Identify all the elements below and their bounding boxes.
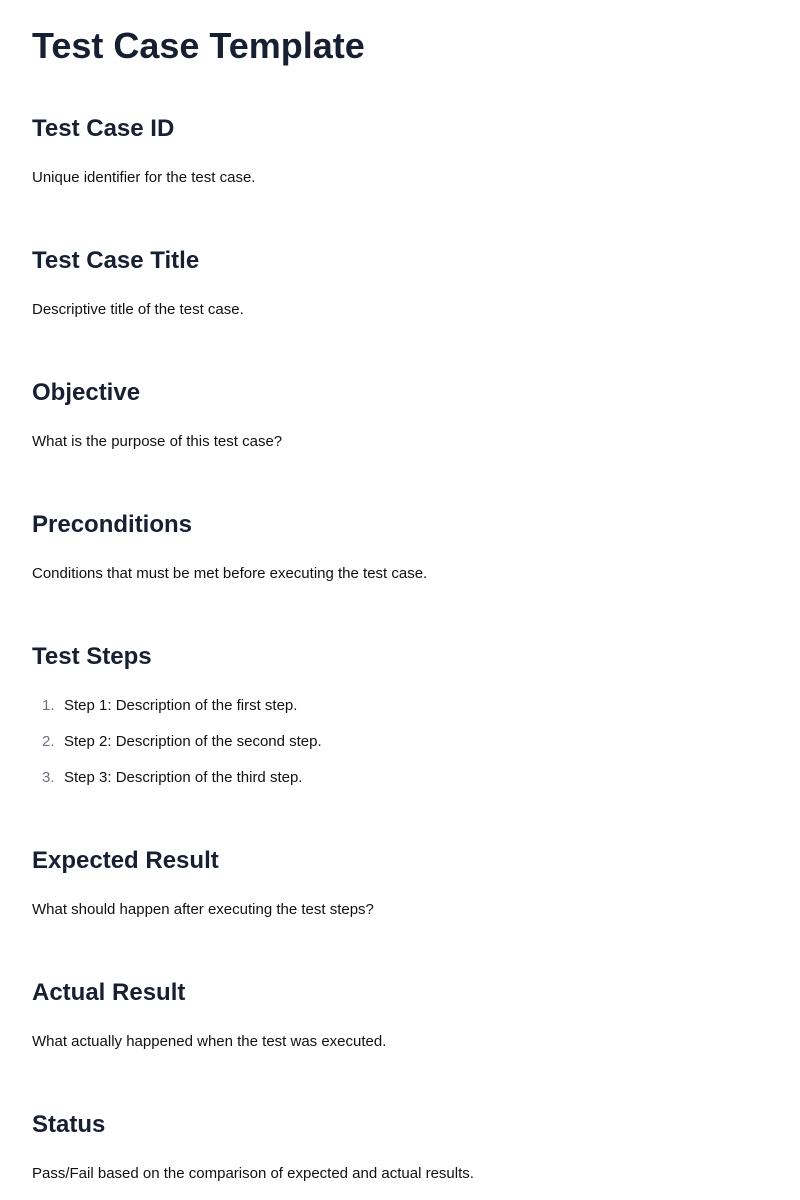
section-actual-result [32, 978, 768, 1052]
test-steps-list [32, 696, 768, 804]
section-test-case-id [32, 114, 768, 188]
section-heading: Actual Result [32, 979, 186, 1006]
section-text: Unique identifier for the test case. [32, 169, 256, 186]
step-number: 2. [42, 733, 55, 750]
step-number: 3. [42, 769, 55, 786]
section-heading: Status [32, 1111, 106, 1138]
section-text: Conditions that must be met before executing the test case. [32, 565, 428, 582]
section-text: What actually happened when the test was executed. [32, 1033, 387, 1050]
section-test-case-title [32, 246, 768, 320]
section-heading: Objective [32, 379, 141, 406]
section-heading: Preconditions [32, 511, 193, 538]
section-text: Pass/Fail based on the comparison of expected and actual results. [32, 1165, 474, 1182]
section-status [32, 1110, 768, 1184]
section-test-steps [32, 642, 768, 804]
section-text: What should happen after executing the test steps? [32, 901, 374, 918]
section-heading: Expected Result [32, 847, 219, 874]
section-heading: Test Steps [32, 643, 152, 670]
section-objective [32, 378, 768, 452]
section-preconditions [32, 510, 768, 584]
step-text: Step 3: Description of the third step. [64, 769, 303, 786]
test-step-item [32, 768, 768, 804]
document-title: Test Case Template [32, 25, 365, 66]
section-text: What is the purpose of this test case? [32, 433, 283, 450]
step-text: Step 2: Description of the second step. [64, 733, 322, 750]
test-step-item [32, 696, 768, 732]
step-number: 1. [42, 697, 55, 714]
section-heading: Test Case ID [32, 115, 175, 142]
step-text: Step 1: Description of the first step. [64, 697, 298, 714]
test-step-item [32, 732, 768, 768]
section-text: Descriptive title of the test case. [32, 301, 244, 318]
section-heading: Test Case Title [32, 247, 200, 274]
section-expected-result [32, 846, 768, 920]
